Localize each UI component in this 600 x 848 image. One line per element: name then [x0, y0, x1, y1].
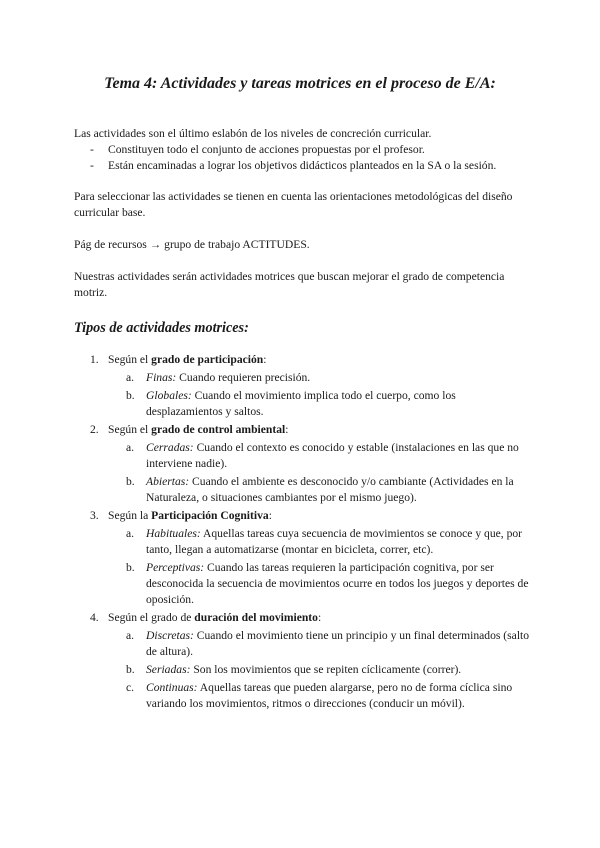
list-item: [108, 526, 534, 558]
section-heading: Tipos de actividades motrices:: [74, 320, 249, 336]
item-term: Seriadas:: [146, 663, 191, 676]
paragraph-resources: Pág de recursos → grupo de trabajo ACTITUDES.: [74, 238, 310, 251]
item-text: Cuando las tareas requieren la participación cognitiva, por ser desconocida la secuencia de movimientos ocurre en todos los juegos y deportes de oposición.: [146, 561, 529, 606]
item-letter: a.: [126, 371, 135, 384]
list-item: [74, 508, 534, 608]
bullet-marker: -: [90, 159, 94, 172]
list-item: [74, 610, 534, 712]
item-letter: a.: [126, 527, 135, 540]
item-text: Cuando el contexto es conocido y estable (instalaciones en las que no interviene nadie).: [146, 441, 519, 470]
bullet-text: Están encaminadas a lograr los objetivos didácticos planteados en la SA o la sesión.: [108, 159, 497, 172]
item-label: grado de control ambiental: [151, 423, 286, 436]
list-item: [74, 422, 534, 506]
bullet-marker: -: [90, 143, 94, 156]
sub-list: [108, 526, 534, 608]
list-item: [108, 388, 534, 420]
bullet-text: Constituyen todo el conjunto de acciones propuestas por el profesor.: [108, 143, 425, 156]
item-number: 1.: [90, 353, 99, 366]
item-prefix: Según el: [108, 423, 152, 436]
item-term: Cerradas:: [146, 441, 194, 454]
intro-text: Las actividades son el último eslabón de los niveles de concreción curricular.: [74, 127, 432, 140]
item-term: Finas:: [146, 371, 177, 384]
intro-block: [74, 126, 524, 174]
sub-list: [108, 370, 534, 420]
item-suffix: :: [285, 423, 289, 436]
list-item: [108, 560, 534, 608]
item-text: Aquellas tareas cuya secuencia de movimientos se conoce y que, por tanto, llegan a automatizarse (montar en bicicleta, correr, etc).: [146, 527, 523, 556]
intro-bullet-list: [74, 142, 524, 174]
paragraph-methodology: Para seleccionar las actividades se tienen en cuenta las orientaciones metodológicas del diseño curricular base.: [74, 190, 513, 219]
item-term: Discretas:: [146, 629, 194, 642]
item-text: Cuando el movimiento tiene un principio y un final determinados (salto de altura).: [146, 629, 530, 658]
list-item: [74, 158, 524, 174]
item-letter: c.: [126, 681, 135, 694]
item-letter: a.: [126, 629, 135, 642]
item-label: Participación Cognitiva: [151, 509, 269, 522]
item-prefix: Según el: [108, 353, 152, 366]
item-prefix: Según el grado de: [108, 611, 195, 624]
list-item: [108, 370, 534, 386]
item-number: 4.: [90, 611, 99, 624]
list-item: [108, 680, 534, 712]
page-title: Tema 4: Actividades y tareas motrices en el proceso de E/A:: [104, 75, 496, 92]
list-item: [74, 142, 524, 158]
list-item: [108, 662, 534, 678]
item-suffix: :: [317, 611, 322, 624]
item-term: Continuas:: [146, 681, 198, 694]
list-item: [74, 352, 534, 420]
item-suffix: :: [268, 509, 272, 522]
item-text: Cuando requieren precisión.: [176, 371, 311, 384]
item-term: Globales:: [146, 389, 192, 402]
list-item: [108, 628, 534, 660]
item-suffix: :: [263, 353, 267, 366]
item-number: 2.: [90, 423, 99, 436]
sub-list: [108, 440, 534, 506]
item-letter: b.: [126, 663, 135, 676]
item-text: Aquellas tareas que pueden alargarse, pero no de forma cíclica sino variando los movimientos, ritmos o direcciones (conducir un móvil).: [146, 681, 513, 710]
item-number: 3.: [90, 509, 99, 522]
item-text: Son los movimientos que se repiten cíclicamente (correr).: [190, 663, 462, 676]
item-letter: b.: [126, 475, 135, 488]
item-term: Abiertas:: [146, 475, 190, 488]
item-term: Perceptivas:: [146, 561, 205, 574]
item-label: grado de participación: [151, 353, 264, 366]
sub-list: [108, 628, 534, 712]
list-item: [108, 474, 534, 506]
item-text: Cuando el ambiente es desconocido y/o cambiante (Actividades en la Naturaleza, o situaciones cambiantes por el mismo juego).: [146, 475, 514, 504]
paragraph-competence: Nuestras actividades serán actividades motrices que buscan mejorar el grado de competencia motriz.: [74, 270, 505, 299]
item-letter: b.: [126, 389, 135, 402]
item-text: Cuando el movimiento implica todo el cuerpo, como los desplazamientos y saltos.: [146, 389, 456, 418]
item-label: duración del movimiento: [194, 611, 318, 624]
item-term: Habituales:: [146, 527, 201, 540]
activity-types-list: [74, 352, 534, 714]
item-letter: a.: [126, 441, 135, 454]
item-prefix: Según la: [108, 509, 152, 522]
item-letter: b.: [126, 561, 135, 574]
list-item: [108, 440, 534, 472]
